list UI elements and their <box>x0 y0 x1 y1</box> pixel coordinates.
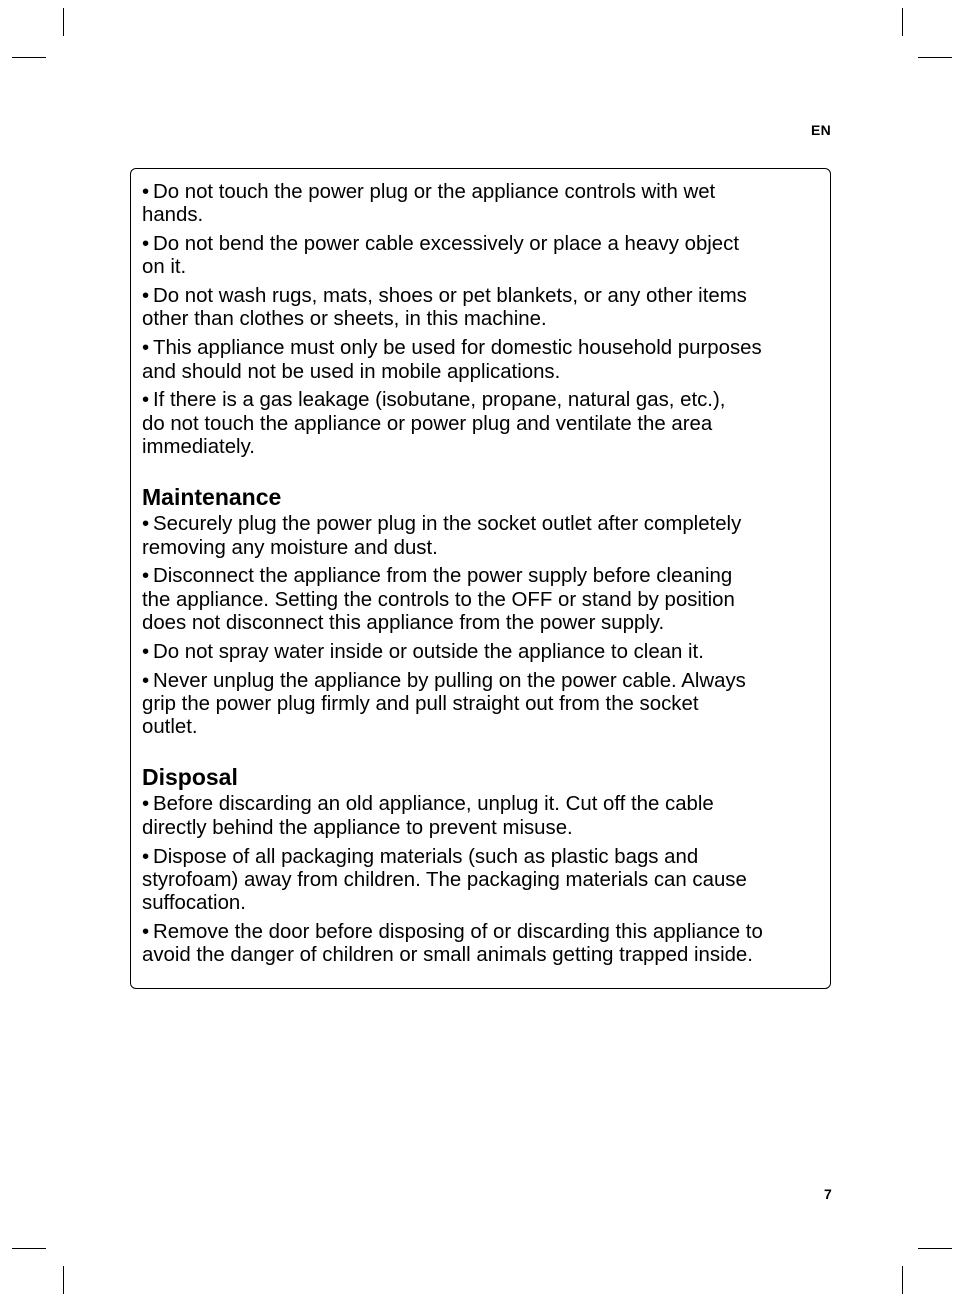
language-label: EN <box>811 122 832 138</box>
maintenance-section <box>142 484 822 739</box>
list-item: • Before discarding an old appliance, unplug it. Cut off the cable directly behind the appliance to prevent misuse. <box>142 793 714 839</box>
maintenance-heading: Maintenance <box>142 484 282 511</box>
page-number: 7 <box>824 1186 832 1202</box>
list-item: • Do not touch the power plug or the appliance controls with wet hands. <box>142 181 716 227</box>
bullet-icon: • <box>142 513 150 536</box>
list-item: • Remove the door before disposing of or discarding this appliance to avoid the danger of children or small animals getting trapped inside. <box>142 920 763 967</box>
bullet-icon: • <box>142 565 150 588</box>
crop-mark-top-left-vertical <box>63 8 64 36</box>
page-content <box>142 181 822 973</box>
bullet-icon: • <box>142 920 150 943</box>
bullet-icon: • <box>142 285 150 308</box>
safety-list <box>142 181 822 459</box>
list-item: • Do not wash rugs, mats, shoes or pet blankets, or any other items other than clothes or sheets, in this machine. <box>142 285 747 331</box>
list-item: • Securely plug the power plug in the socket outlet after completely removing any moisture and dust. <box>142 513 742 559</box>
list-item: • Dispose of all packaging materials (such as plastic bags and styrofoam) away from children. The packaging materials can cause suffocation. <box>142 845 747 915</box>
crop-mark-bottom-left-horizontal <box>12 1248 46 1249</box>
list-item: • Never unplug the appliance by pulling on the power cable. Always grip the power plug firmly and pull straight out from the socket outlet. <box>142 669 746 739</box>
list-item: • Disconnect the appliance from the power supply before cleaning the appliance. Setting the controls to the OFF or stand by position does not disconnect this appliance from the power supply. <box>142 565 735 634</box>
bullet-icon: • <box>142 389 150 412</box>
bullet-icon: • <box>142 793 150 816</box>
disposal-list <box>142 793 822 967</box>
bullet-icon: • <box>142 845 150 868</box>
crop-mark-bottom-left-vertical <box>63 1266 64 1294</box>
crop-mark-top-right-vertical <box>902 8 903 36</box>
disposal-heading: Disposal <box>142 764 238 791</box>
bullet-icon: • <box>142 181 150 203</box>
bullet-icon: • <box>142 233 150 256</box>
list-item: • This appliance must only be used for domestic household purposes and should not be used in mobile applications. <box>142 337 762 383</box>
crop-mark-top-left-horizontal <box>12 57 46 58</box>
bullet-icon: • <box>142 337 150 360</box>
crop-mark-top-right-horizontal <box>918 57 952 58</box>
list-item: • Do not spray water inside or outside the appliance to clean it. <box>142 640 704 663</box>
crop-mark-bottom-right-horizontal <box>918 1248 952 1249</box>
list-item: • If there is a gas leakage (isobutane, propane, natural gas, etc.), do not touch the appliance or power plug and ventilate the area immediately. <box>142 389 726 458</box>
disposal-section <box>142 764 822 967</box>
maintenance-list <box>142 513 822 739</box>
bullet-icon: • <box>142 669 150 692</box>
crop-mark-bottom-right-vertical <box>902 1266 903 1294</box>
list-item: • Do not bend the power cable excessively or place a heavy object on it. <box>142 233 740 279</box>
bullet-icon: • <box>142 640 150 663</box>
